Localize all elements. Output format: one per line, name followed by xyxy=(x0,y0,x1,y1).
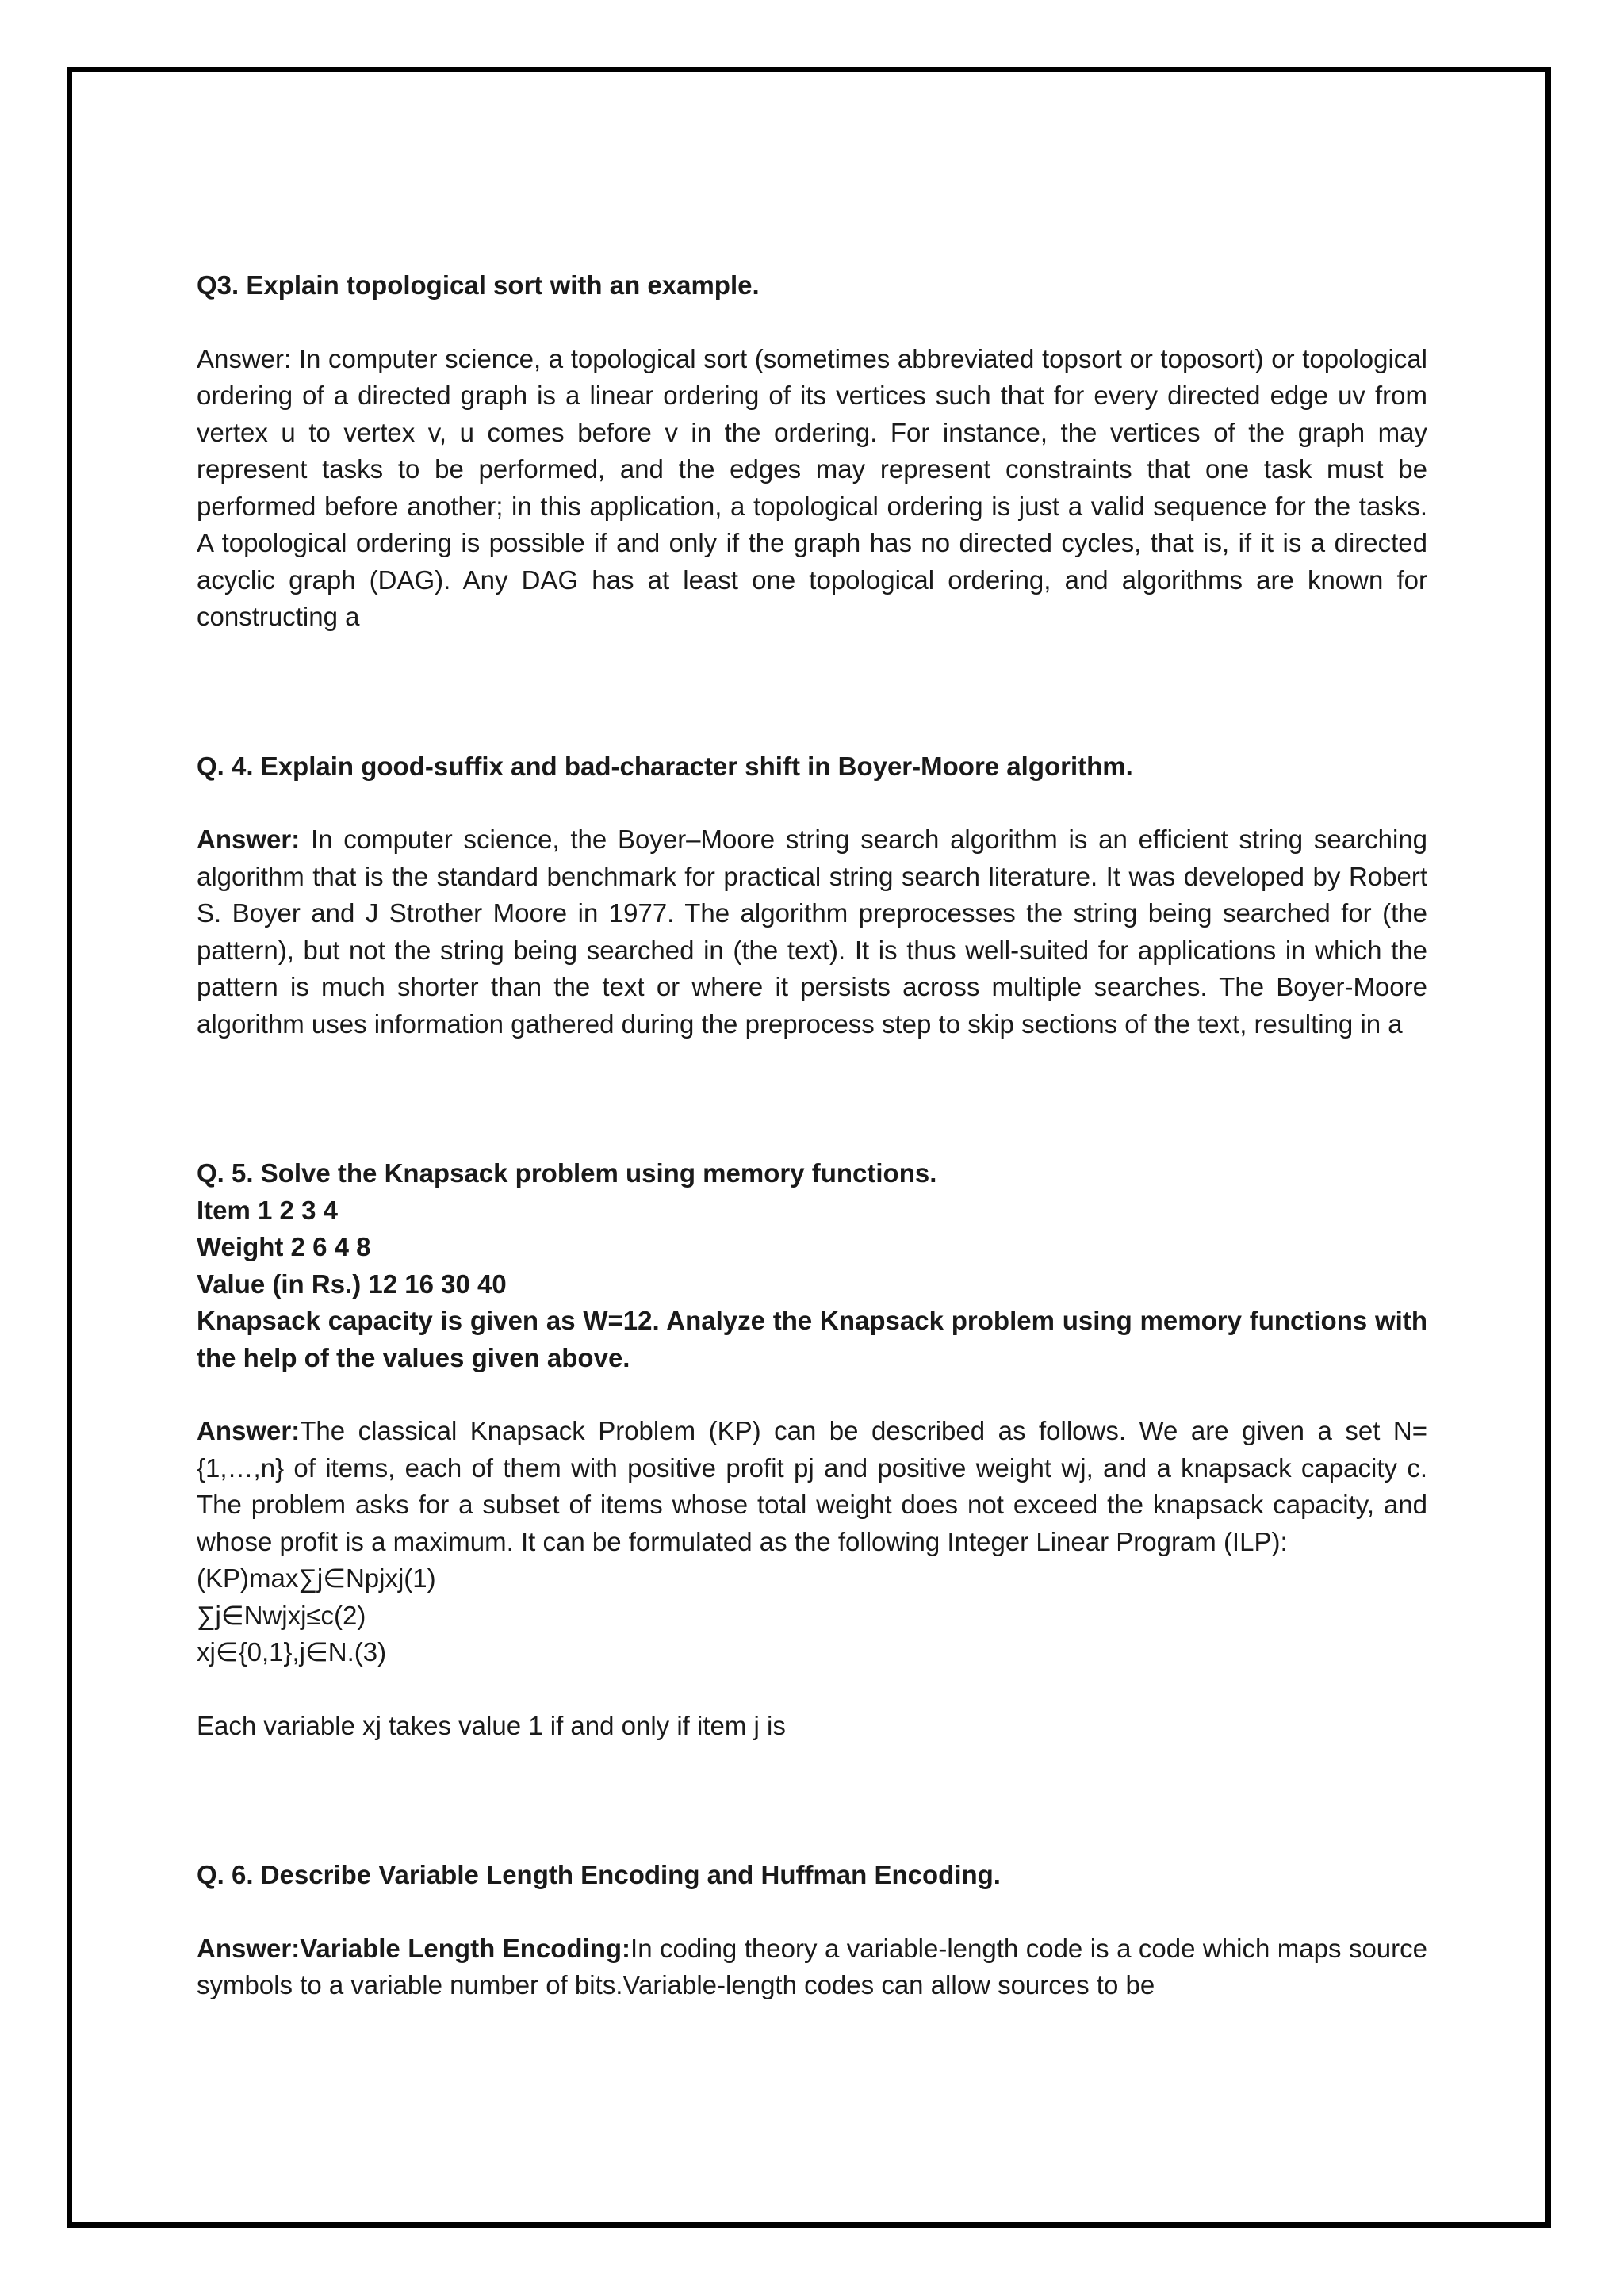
q5-formula-1: (KP)max∑j∈Npjxj(1) xyxy=(197,1563,436,1593)
q5-item-line: Item 1 2 3 4 xyxy=(197,1195,338,1225)
q4-answer-paragraph xyxy=(197,821,1427,1043)
q5-formula-3: xj∈{0,1},j∈N.(3) xyxy=(197,1637,387,1667)
q4-title: Q. 4. Explain good-suffix and bad-character shift in Boyer-Moore algorithm. xyxy=(197,751,1133,781)
q6-answer-paragraph xyxy=(197,1931,1427,2004)
q5-capacity-line: Knapsack capacity is given as W=12. Analyze the Knapsack problem using memory functions with the help of the values given above. xyxy=(197,1306,1427,1372)
q4-answer-label: Answer: xyxy=(197,825,301,854)
q6-title: Q. 6. Describe Variable Length Encoding and Huffman Encoding. xyxy=(197,1860,1001,1889)
q5-title: Q. 5. Solve the Knapsack problem using memory functions. xyxy=(197,1158,937,1188)
q5-weight-line: Weight 2 6 4 8 xyxy=(197,1232,371,1261)
q4-answer-text: In computer science, the Boyer–Moore string search algorithm is an efficient string searching algorithm that is the standard benchmark for practical string search literature. It was developed by Robert S. Boyer and J Strother Moore in 1977. The algorithm preprocesses the string being searched for (the pattern), but not the string being searched in (the text). It is thus well-suited for applications in which the pattern is much shorter than the text or where it persists across multiple searches. The Boyer-Moore algorithm uses information gathered during the preprocess step to skip sections of the text, resulting in a xyxy=(197,825,1427,1039)
q3-answer: Answer: In computer science, a topological sort (sometimes abbreviated topsort or toposort) or topological ordering of a directed graph is a linear ordering of its vertices such that for every directed edge uv from vertex u to vertex v, u comes before v in the ordering. For instance, the vertices of the graph may represent tasks to be performed, and the edges may represent constraints that one task must be performed before another; in this application, a topological ordering is just a valid sequence for the tasks. A topological ordering is possible if and only if the graph has no directed cycles, that is, if it is a directed acyclic graph (DAG). Any DAG has at least one topological ordering, and algorithms are known for constructing a xyxy=(197,343,1427,631)
q5-answer-text: The classical Knapsack Problem (KP) can be described as follows. We are given a set N={1,…,n} of items, each of them with positive profit pj and positive weight wj, and a knapsack capacity c. The problem asks for a subset of items whose total weight does not exceed the knapsack capacity, and whose profit is a maximum. It can be formulated as the following Integer Linear Program (ILP): xyxy=(197,1416,1427,1556)
q6-answer-text: In coding theory a variable-length code is a code which maps source symbols to a variable number of bits.Variable-length codes can allow sources to be xyxy=(197,1933,1427,1999)
q3-title: Q3. Explain topological sort with an example. xyxy=(197,270,760,300)
q5-formula-2: ∑j∈Nwjxj≤c(2) xyxy=(197,1600,366,1630)
document-body xyxy=(197,267,1427,2004)
q5-answer-label: Answer: xyxy=(197,1416,301,1445)
q5-value-line: Value (in Rs.) 12 16 30 40 xyxy=(197,1269,507,1299)
q6-answer-label: Answer:Variable Length Encoding: xyxy=(197,1933,631,1963)
q5-answer-paragraph xyxy=(197,1413,1427,1560)
q5-closing: Each variable xj takes value 1 if and only if item j is xyxy=(197,1710,786,1740)
